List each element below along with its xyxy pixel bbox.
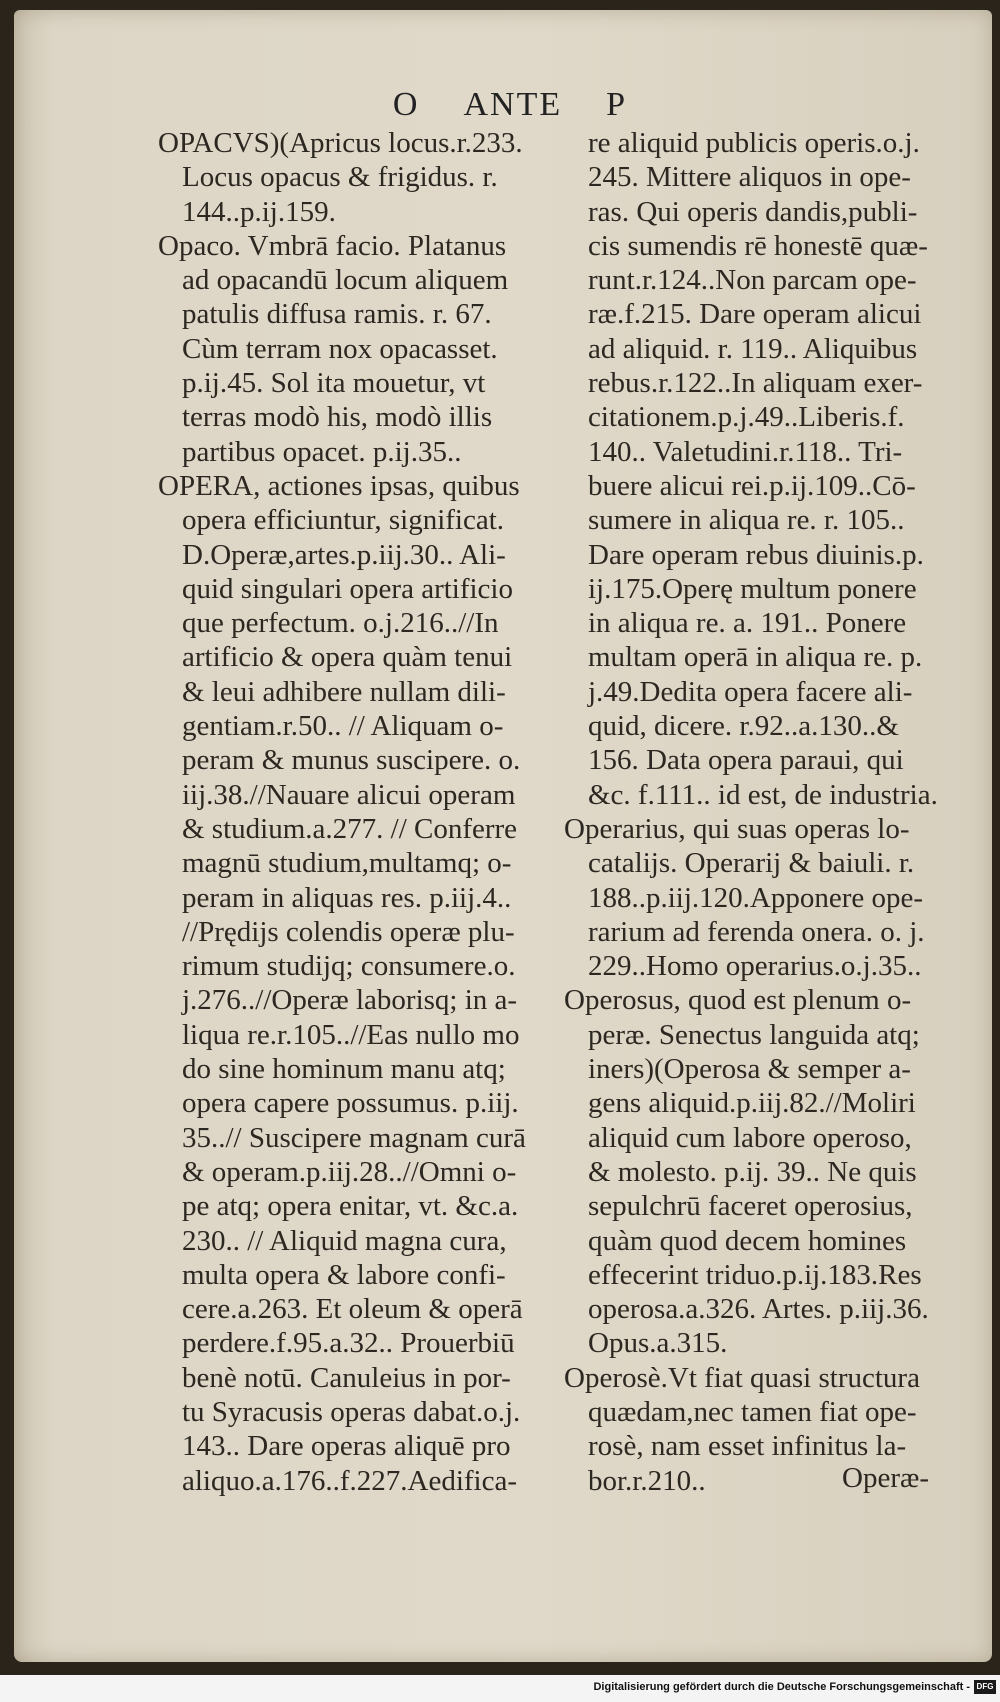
text-line: OPACVS)(Apricus locus.r.233. [158, 127, 523, 159]
text-line: runt.r.124..Non parcam ope- [588, 264, 917, 297]
text-line: rarium ad ferenda onera. o. j. [588, 915, 925, 948]
text-line: benè notū. Canuleius in por- [182, 1361, 511, 1394]
text-line: quid, dicere. r.92..a.130..& [588, 710, 899, 743]
text-line: patulis diffusa ramis. r. 67. [182, 298, 492, 331]
text-line: rebus.r.122..In aliquam exer- [588, 367, 923, 400]
text-line: operosa.a.326. Artes. p.iij.36. [588, 1293, 929, 1326]
text-line: terras modò his, modò illis [182, 401, 493, 434]
text-line: rimum studijq; consumere.o. [182, 950, 516, 983]
text-line: citationem.p.j.49..Liberis.f. [588, 401, 905, 434]
text-line: aliquo.a.176..f.227.Aedifica- [182, 1464, 518, 1497]
left-text-column [158, 126, 526, 1498]
text-line: ræ.f.215. Dare operam alicui [588, 298, 922, 331]
text-line: artificio & opera quàm tenui [182, 641, 513, 674]
text-line: re aliquid publicis operis.o.j. [588, 127, 920, 159]
text-line: //Prędijs colendis operæ plu- [182, 915, 515, 948]
right-text-column [564, 126, 938, 1498]
text-line: catalijs. Operarij & baiuli. r. [588, 847, 915, 880]
running-head-center: ANTE [463, 86, 563, 123]
text-line: & leui adhibere nullam dili- [182, 675, 506, 708]
text-line: gentiam.r.50.. // Aliquam o- [182, 710, 504, 743]
text-line: peram in aliquas res. p.iij.4.. [182, 881, 512, 914]
text-line: tu Syracusis operas dabat.o.j. [182, 1395, 521, 1428]
text-line: iners)(Operosa & semper a- [588, 1053, 911, 1086]
text-line: Operarius, qui suas operas lo- [564, 812, 910, 845]
text-line: & operam.p.iij.28..//Omni o- [182, 1155, 517, 1188]
text-line: Dare operam rebus diuinis.p. [588, 538, 924, 571]
text-line: ad aliquid. r. 119.. Aliquibus [588, 332, 918, 365]
text-line: cere.a.263. Et oleum & operā [182, 1293, 523, 1326]
text-line: Operosus, quod est plenum o- [564, 984, 912, 1017]
text-line: 143.. Dare operas aliquē pro [182, 1430, 511, 1463]
text-line: Locus opacus & frigidus. r. [182, 161, 498, 194]
text-line: multam operā in aliqua re. p. [588, 641, 923, 674]
catchword: Operæ- [842, 1462, 929, 1494]
text-line: Operosè.Vt fiat quasi structura [564, 1361, 920, 1394]
text-line: Cùm terram nox opacasset. [182, 332, 498, 365]
text-line: quædam,nec tamen fiat ope- [588, 1395, 917, 1428]
text-line: bor.r.210.. [588, 1464, 706, 1497]
text-line: ij.175.Operę multum ponere [588, 572, 917, 605]
text-line: peram & munus suscipere. o. [182, 744, 521, 777]
text-line: &c. f.111.. id est, de industria. [588, 778, 938, 811]
text-line: peræ. Senectus languida atq; [588, 1018, 920, 1051]
text-line: 245. Mittere aliquos in ope- [588, 161, 911, 194]
text-line: p.ij.45. Sol ita mouetur, vt [182, 367, 486, 400]
text-line: buere alicui rei.p.ij.109..Cō- [588, 469, 916, 502]
text-line: 229..Homo operarius.o.j.35.. [588, 950, 922, 983]
text-line: liqua re.r.105..//Eas nullo mo [182, 1018, 520, 1051]
text-line: j.276..//Operæ laborisq; in a- [182, 984, 518, 1017]
text-line: quàm quod decem homines [588, 1224, 907, 1257]
text-line: partibus opacet. p.ij.35.. [182, 435, 462, 468]
text-line: gens aliquid.p.iij.82.//Moliri [588, 1087, 916, 1120]
text-line: cis sumendis rē honestē quæ- [588, 229, 928, 262]
text-line: 144..p.ij.159. [182, 195, 336, 228]
text-line: 140.. Valetudini.r.118.. Tri- [588, 435, 903, 468]
footer-credit: Digitalisierung gefördert durch die Deutsche Forschungsgemeinschaft - [593, 1681, 970, 1693]
text-line: quid singulari opera artificio [182, 572, 513, 605]
text-line: magnū studium,multamq; o- [182, 847, 512, 880]
dfg-logo: DFG [974, 1680, 996, 1694]
text-line: 230.. // Aliquid magna cura, [182, 1224, 507, 1257]
text-line: sumere in aliqua re. r. 105.. [588, 504, 905, 537]
running-head-right: P [606, 86, 628, 123]
text-line: effecerint triduo.p.ij.183.Res [588, 1258, 922, 1291]
text-line: iij.38.//Nauare alicui operam [182, 778, 516, 811]
text-line: OPERA, actiones ipsas, quibus [158, 469, 520, 502]
text-line: j.49.Dedita opera facere ali- [588, 675, 913, 708]
text-line: 188..p.iij.120.Apponere ope- [588, 881, 924, 914]
text-line: perdere.f.95.a.32.. Prouerbiū [182, 1327, 515, 1360]
text-line: Opus.a.315. [588, 1327, 728, 1360]
text-line: ras. Qui operis dandis,publi- [588, 195, 918, 228]
text-line: do sine hominum manu atq; [182, 1053, 506, 1086]
text-line: rosè, nam esset infinitus la- [588, 1430, 907, 1463]
text-line: & studium.a.277. // Conferre [182, 812, 518, 845]
text-line: opera efficiuntur, significat. [182, 504, 505, 537]
text-line: sepulchrū faceret operosius, [588, 1190, 913, 1223]
text-line: opera capere possumus. p.iij. [182, 1087, 519, 1120]
text-line: Opaco. Vmbrā facio. Platanus [158, 229, 507, 262]
text-line: multa opera & labore confi- [182, 1258, 506, 1291]
text-line: ad opacandū locum aliquem [182, 264, 509, 297]
running-head [60, 86, 960, 124]
text-line: aliquid cum labore operoso, [588, 1121, 912, 1154]
text-line: in aliqua re. a. 191.. Ponere [588, 607, 907, 640]
text-line: & molesto. p.ij. 39.. Ne quis [588, 1155, 917, 1188]
text-line: pe atq; opera enitar, vt. &c.a. [182, 1190, 519, 1223]
text-line: que perfectum. o.j.216..//In [182, 607, 499, 640]
text-line: 35..// Suscipere magnam curā [182, 1121, 526, 1154]
footer-bar [0, 1675, 1000, 1702]
text-line: 156. Data opera paraui, qui [588, 744, 904, 777]
text-line: D.Operæ,artes.p.iij.30.. Ali- [182, 538, 506, 571]
running-head-left: O [392, 86, 420, 123]
